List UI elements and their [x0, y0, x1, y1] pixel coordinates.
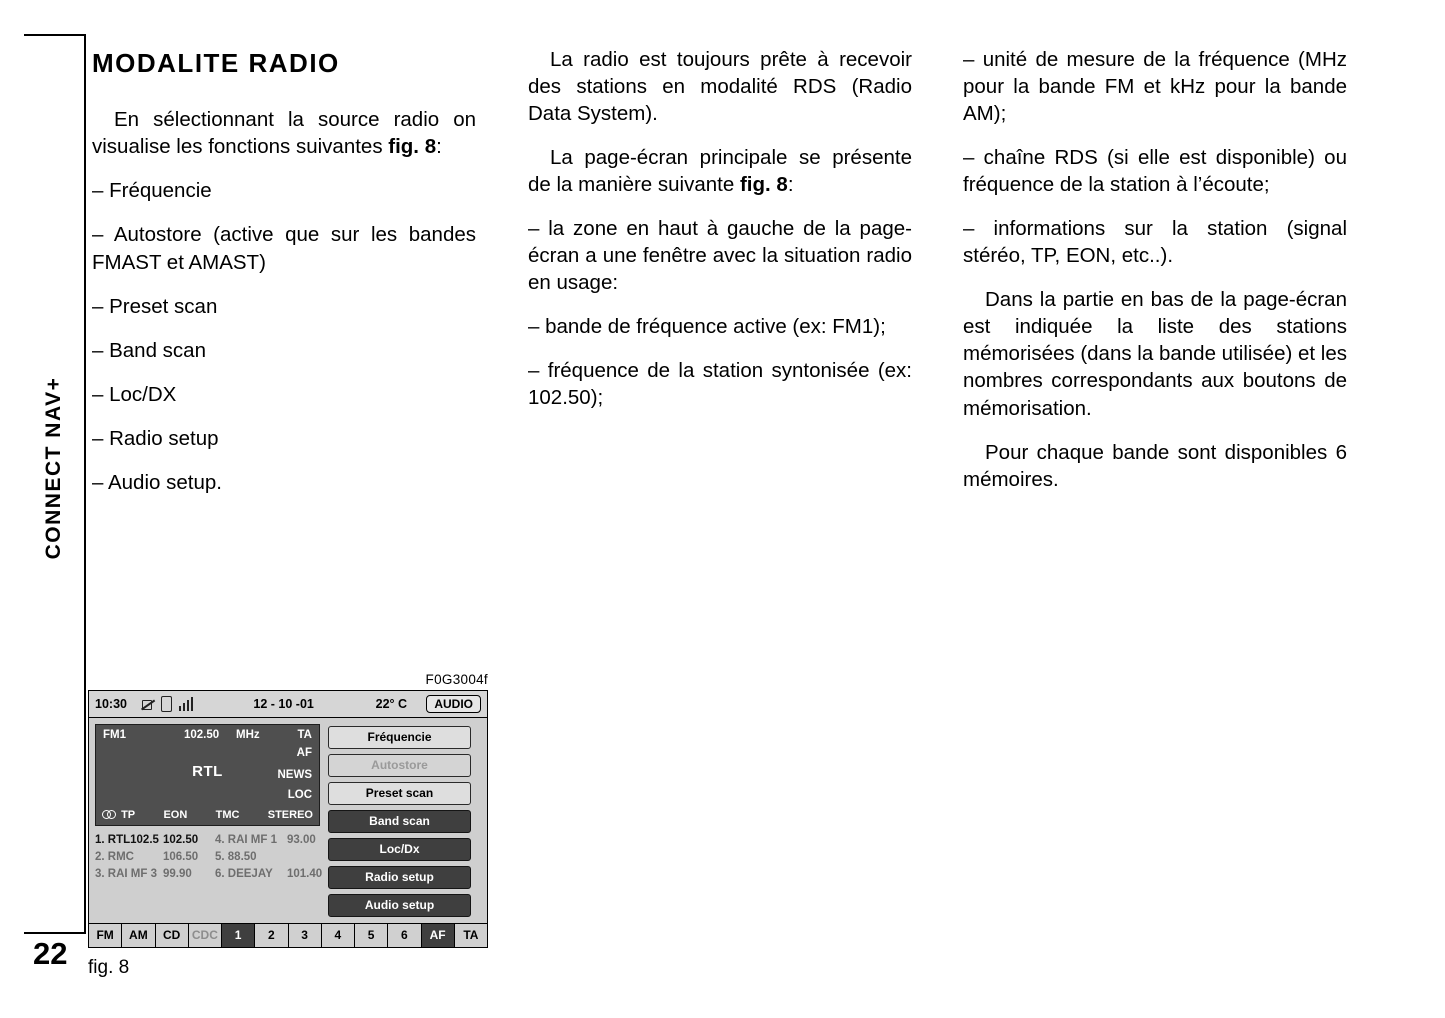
source-button-fm[interactable]: FM — [89, 924, 122, 947]
radio-menu-pane — [328, 724, 471, 917]
radio-status-window — [95, 724, 320, 826]
phone-icon — [161, 696, 172, 712]
ta-button[interactable]: TA — [463, 928, 479, 942]
preset-button-5[interactable]: 5 — [355, 924, 388, 947]
preset-frequency: 99.90 — [163, 868, 192, 880]
af-button[interactable]: AF — [422, 924, 455, 947]
list-item: – Audio setup. — [92, 470, 222, 494]
figure-caption: fig. 8 — [88, 957, 130, 978]
preset-button-6[interactable]: 6 — [388, 924, 421, 947]
list-item: – unité de mesure de la fréquence (MHz pour la bande FM et kHz pour la bande AM); — [963, 48, 1347, 126]
status-icons — [141, 696, 211, 712]
stereo-icon — [102, 810, 118, 822]
loc-indicator: LOC — [287, 789, 312, 801]
paragraph-text-a: La page-écran principale se présente de la manière suivante — [528, 146, 912, 197]
source-bar — [89, 923, 487, 947]
page-number: 22 — [33, 936, 68, 971]
menu-button-band-scan[interactable]: Band scan — [328, 810, 471, 833]
list-item: – bande de fréquence active (ex: FM1); — [528, 315, 886, 339]
list-item: – informations sur la station (signal stéréo, TP, EON, etc..). — [963, 217, 1347, 268]
list-item: – Band scan — [92, 338, 206, 362]
figure-8 — [88, 672, 508, 979]
list-item: – la zone en haut à gauche de la page-écran a une fenêtre avec la situation radio en usage: — [528, 217, 912, 295]
menu-button-loc-dx[interactable]: Loc/Dx — [328, 838, 471, 861]
paragraph: Pour chaque bande sont disponibles 6 mémoires. — [963, 440, 1347, 491]
paragraph — [528, 144, 912, 198]
stereo-tp-group — [102, 809, 135, 821]
paragraph: La radio est toujours prête à recevoir des stations en modalité RDS (Radio Data System). — [528, 48, 912, 126]
preset-name[interactable]: 1. RTL102.5 — [95, 834, 159, 846]
list-item: – Preset scan — [92, 294, 218, 318]
eon-indicator: EON — [163, 809, 188, 821]
list-item: – Fréquencie — [92, 179, 212, 203]
spine-label: CONNECT NAV+ — [42, 376, 65, 560]
af-indicator: AF — [296, 747, 312, 759]
preset-name[interactable]: 4. RAI MF 1 — [215, 834, 277, 846]
list-item: – Loc/DX — [92, 382, 177, 406]
preset-name[interactable]: 2. RMC — [95, 851, 134, 863]
paragraph: Dans la partie en bas de la page-écran est indiquée la liste des stations mémorisées (dans la bande utilisée) et les nombres correspondants aux boutons de mémorisation. — [963, 288, 1347, 420]
tp-indicator: TP — [121, 809, 136, 821]
source-button-am[interactable]: AM — [122, 924, 155, 947]
preset-button-2[interactable]: 2 — [255, 924, 288, 947]
menu-button-radio-setup[interactable]: Radio setup — [328, 866, 471, 889]
date-label: 12 - 10 -01 — [253, 697, 314, 711]
preset-frequency: 102.50 — [163, 834, 199, 846]
menu-button-autostore: Autostore — [328, 754, 471, 777]
preset-name[interactable]: 3. RAI MF 3 — [95, 868, 157, 880]
frequency-label: 102.50 — [184, 729, 220, 741]
ta-indicator: TA — [297, 729, 312, 741]
intro-paragraph — [92, 106, 476, 160]
preset-button-1[interactable]: 1 — [222, 924, 255, 947]
menu-button-preset-scan[interactable]: Preset scan — [328, 782, 471, 805]
band-label: FM1 — [103, 729, 126, 741]
signal-strength-icon — [179, 697, 195, 711]
news-indicator: NEWS — [277, 769, 312, 781]
source-button-cd[interactable]: CD — [156, 924, 189, 947]
list-item: – chaîne RDS (si elle est disponible) ou fréquence de la station à l’écoute; — [963, 146, 1347, 197]
menu-button-audio-setup[interactable]: Audio setup — [328, 894, 471, 917]
mute-icon — [141, 697, 154, 712]
radio-indicator-row — [102, 809, 313, 821]
rds-station-name: RTL — [192, 763, 223, 780]
preset-button-4[interactable]: 4 — [322, 924, 355, 947]
intro-text-c: : — [436, 135, 442, 159]
radio-info-pane — [95, 724, 323, 917]
list-item: – fréquence de la station syntonisée (ex: 102.50); — [528, 359, 912, 410]
clock-label: 10:30 — [95, 697, 127, 711]
column-two — [528, 46, 912, 429]
frequency-unit-label: MHz — [236, 729, 260, 741]
preset-name[interactable]: 6. DEEJAY — [215, 868, 273, 880]
preset-frequency: 93.00 — [287, 834, 316, 846]
preset-frequency: 106.50 — [163, 851, 199, 863]
status-bar — [89, 691, 487, 718]
figure-code: F0G3004f — [425, 672, 488, 687]
column-one — [92, 46, 476, 513]
menu-button-frequencie[interactable]: Fréquencie — [328, 726, 471, 749]
column-three — [963, 46, 1347, 510]
stereo-indicator: STEREO — [267, 809, 313, 821]
audio-mode-badge[interactable]: AUDIO — [426, 695, 481, 713]
radio-screen-mockup — [88, 690, 488, 948]
list-item: – Radio setup — [92, 426, 219, 450]
page-spine-tab — [24, 34, 86, 934]
intro-text-a: En sélectionnant la source radio on visualise les fonctions suivantes — [92, 108, 476, 159]
page-title: MODALITE RADIO — [92, 48, 340, 78]
preset-button-3[interactable]: 3 — [289, 924, 322, 947]
paragraph-figref: fig. 8 — [739, 173, 788, 197]
preset-name[interactable]: 5. 88.50 — [215, 851, 257, 863]
temperature-label: 22° C — [375, 697, 408, 711]
source-button-cdc: CDC — [189, 924, 222, 947]
preset-list — [95, 834, 323, 880]
intro-figref: fig. 8 — [388, 135, 437, 159]
screen-main-area — [89, 718, 487, 923]
preset-frequency: 101.40 — [287, 868, 323, 880]
paragraph-text-c: : — [787, 173, 794, 197]
tmc-indicator: TMC — [215, 809, 240, 821]
list-item: – Autostore (active que sur les bandes FMAST et AMAST) — [92, 223, 476, 274]
